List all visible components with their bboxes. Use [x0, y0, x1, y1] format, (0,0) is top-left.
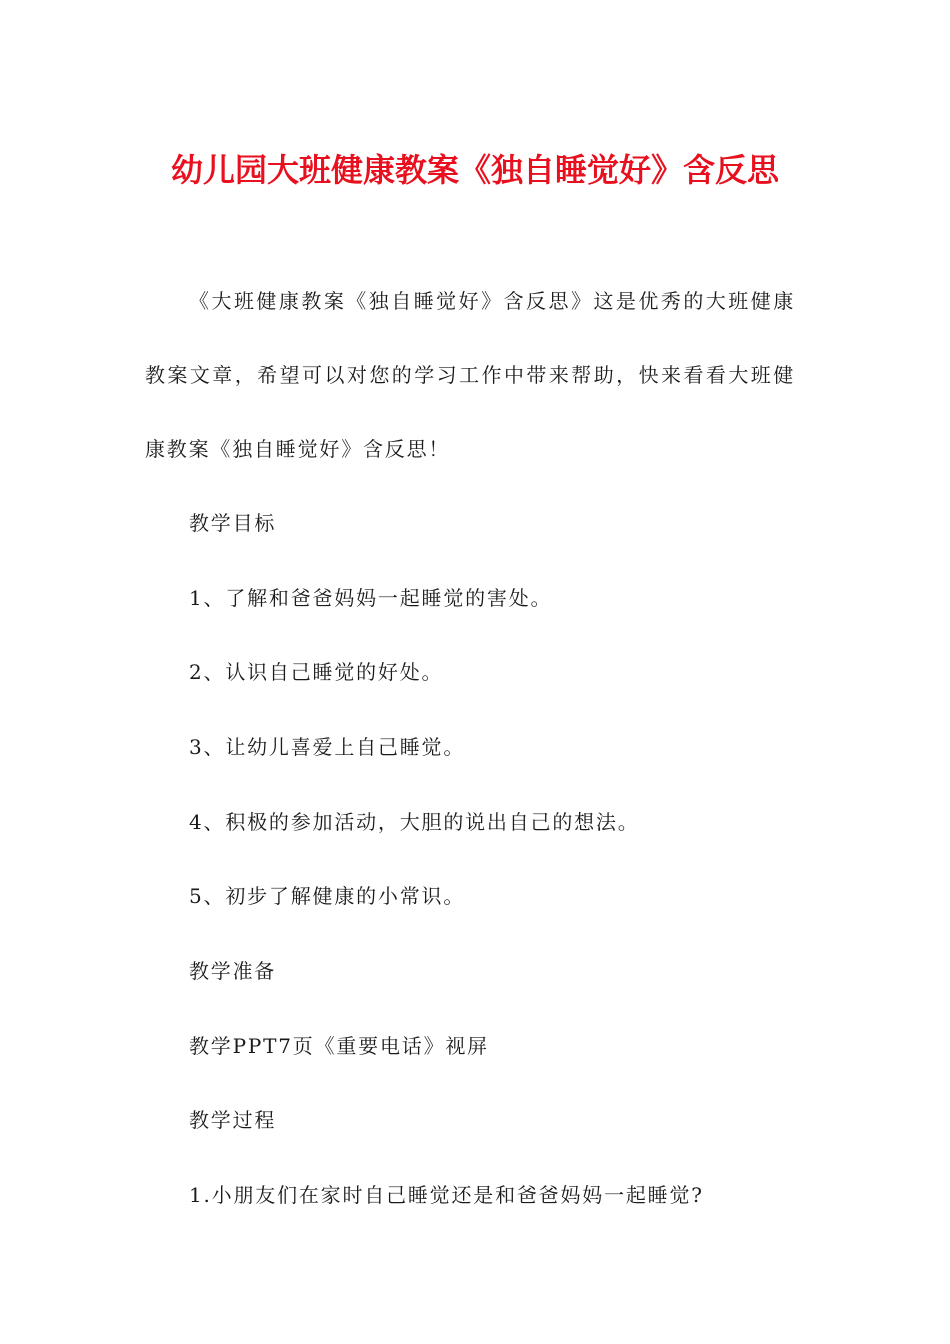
section-heading-process: 教学过程	[189, 1108, 277, 1132]
document-title: 幼儿园大班健康教案《独自睡觉好》含反思	[170, 151, 779, 189]
intro-paragraph: 《大班健康教案《独自睡觉好》含反思》这是优秀的大班健康教案文章，希望可以对您的学习工作中带来帮助，快来看看大班健康教案《独自睡觉好》含反思！	[145, 289, 795, 461]
section-heading-preparation: 教学准备	[189, 959, 277, 983]
goal-item-5: 5、初步了解健康的小常识。	[189, 884, 466, 908]
goal-item-2: 2、认识自己睡觉的好处。	[189, 660, 444, 684]
section-heading-goals: 教学目标	[189, 511, 277, 535]
preparation-item: 教学PPT7页《重要电话》视屏	[189, 1034, 489, 1058]
goal-item-1: 1、了解和爸爸妈妈一起睡觉的害处。	[189, 586, 553, 610]
goal-item-4: 4、积极的参加活动，大胆的说出自己的想法。	[189, 810, 640, 834]
goal-item-3: 3、让幼儿喜爱上自己睡觉。	[189, 735, 466, 759]
process-item-1: 1.小朋友们在家时自己睡觉还是和爸爸妈妈一起睡觉?	[189, 1183, 704, 1207]
